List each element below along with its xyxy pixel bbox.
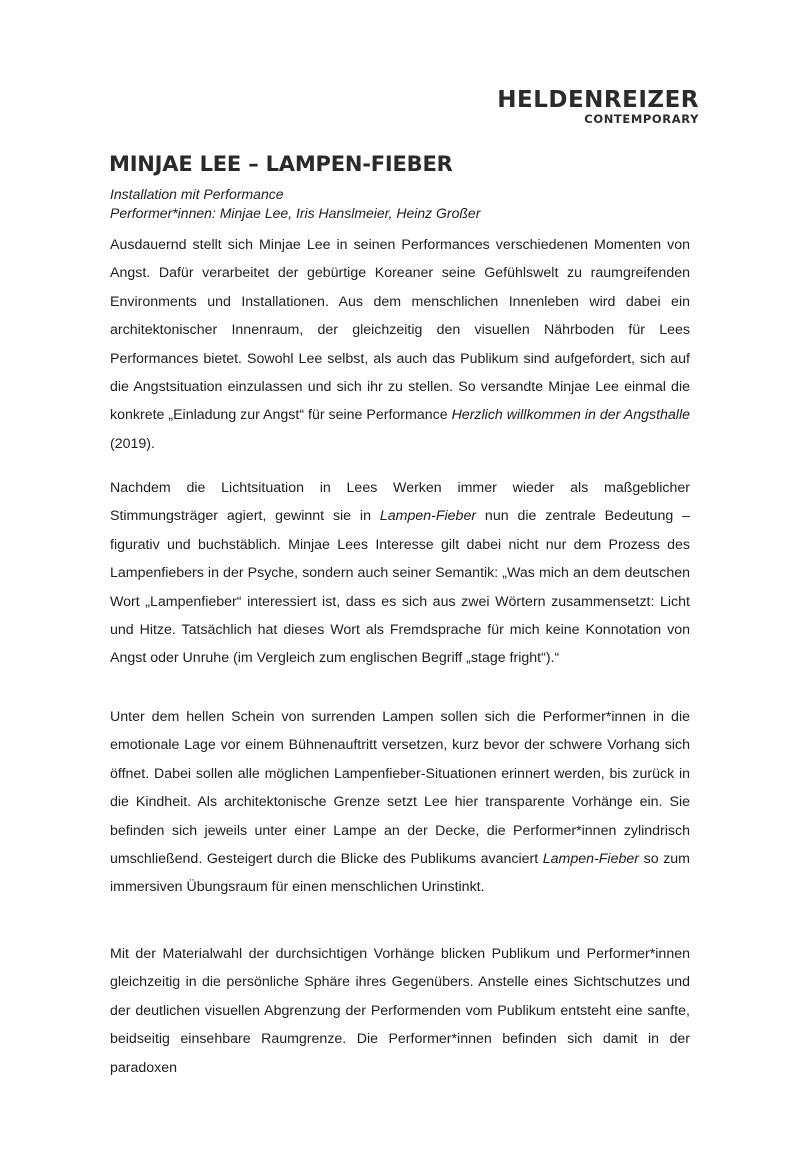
paragraph-1-text-a: Ausdauernd stellt sich Minjae Lee in seinen Performances verschiedenen Momenten von Angst. Dafür verarbeitet der gebürtige Koreaner seine Gefühlswelt zu raumgreifenden Environments und Installationen. Aus dem menschlichen Innenleben wird dabei ein architektonischer Innenraum, der gleichzeitig den visuellen Nährboden für Lees Performances bietet. Sowohl Lee selbst, als auch das Publikum sind aufgefordert, sich auf die Angstsituation einzulassen und sich ihr zu stellen. So versandte Minjae Lee einmal die konkrete „Einladung zur Angst“ für seine Performance — [110, 237, 690, 424]
paragraph-1-work-title: Herzlich willkommen in der Angsthalle — [451, 407, 691, 424]
paragraph-2-text-b: nun die zentrale Bedeutung – figurativ und buchstäblich. Minjae Lees Interesse gilt dabei nicht nur dem Prozess des Lampenfiebers in der Psyche, sondern auch seiner Semantik: „Was mich an dem deutschen Wort „Lampenfieber“ interessiert ist, dass es sich aus zwei Wörtern zusammensetzt: Licht und Hitze. Tatsächlich hat dieses Wort als Fremdsprache für mich keine Konnotation von Angst oder Unruhe (im Vergleich zum englischen Begriff „stage fright“).“ — [110, 508, 690, 667]
paragraph-2-work-title: Lampen-Fieber — [379, 508, 477, 525]
paragraph-3-text-a: Unter dem hellen Schein von surrenden Lampen sollen sich die Performer*innen in die emotionale Lage vor einem Bühnenauftritt versetzen, kurz bevor der schwere Vorhang sich öffnet. Dabei sollen alle möglichen Lampenfieber-Situationen erinnert werden, bis zurück in die Kindheit. Als architektonische Grenze setzt Lee hier transparente Vorhänge ein. Sie befinden sich jeweils unter einer Lampe an der Decke, die Performer*innen zylindrisch umschließend. Gesteigert durch die Blicke des Publikums avanciert — [110, 709, 690, 868]
paragraph-1 — [110, 231, 690, 458]
subtitle-medium: Installation mit Performance — [110, 186, 284, 202]
paragraph-3-text-b: so zum immersiven Übungsraum für einen menschlichen Urinstinkt. — [110, 851, 690, 896]
subtitle-performers: Performer*innen: Minjae Lee, Iris Hanslmeier, Heinz Großer — [110, 205, 481, 221]
logo-wordmark: HELDENREIZER — [497, 87, 699, 113]
logo-subline: CONTEMPORARY — [584, 112, 699, 126]
paragraph-3-work-title: Lampen-Fieber — [542, 851, 639, 868]
paragraph-1-text-b: (2019). — [110, 435, 155, 452]
paragraph-2-text-a: Nachdem die Lichtsituation in Lees Werken immer wieder als maßgeblicher Stimmungsträger agiert, gewinnt sie in — [110, 480, 690, 525]
paragraph-2 — [110, 474, 690, 673]
paragraph-4: Mit der Materialwahl der durchsichtigen Vorhänge blicken Publikum und Performer*innen gleichzeitig in die persönliche Sphäre ihres Gegenübers. Anstelle eines Sichtschutzes und der deutlichen visuellen Abgrenzung der Performenden vom Publikum entsteht eine sanfte, beidseitig einsehbare Raumgrenze. Die Performer*innen befinden sich damit in der paradoxen — [110, 946, 690, 1076]
page-title: MINJAE LEE – LAMPEN-FIEBER — [109, 152, 453, 176]
paragraph-3 — [110, 703, 690, 902]
gallery-logo — [497, 88, 699, 126]
